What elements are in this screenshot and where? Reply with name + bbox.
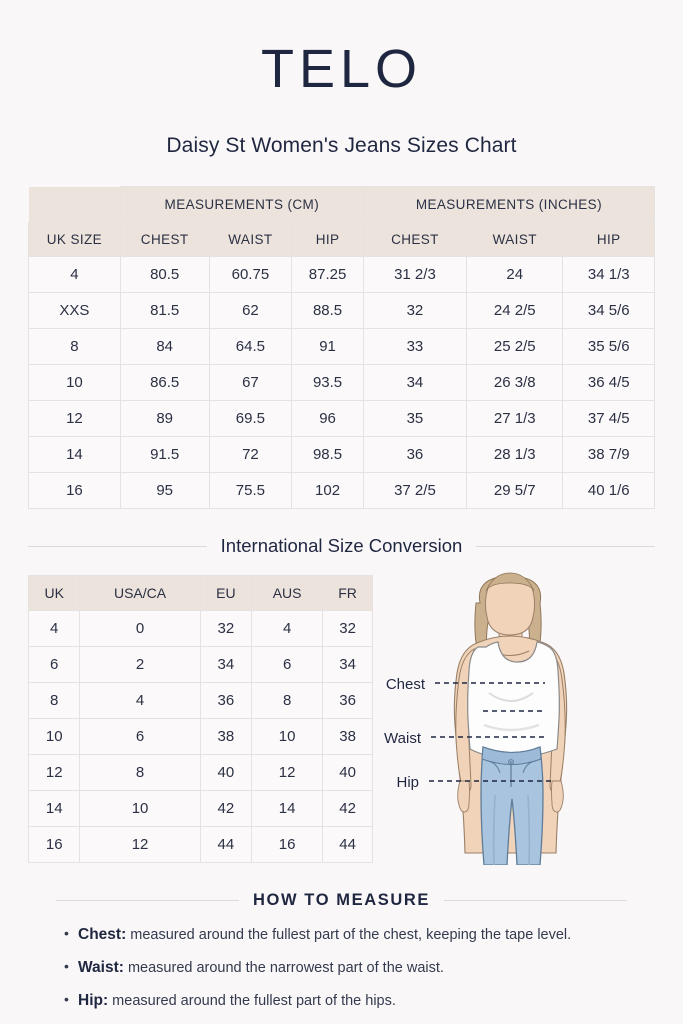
cell-uk-size: 14 (29, 437, 121, 473)
group-header-cm: MEASUREMENTS (CM) (120, 187, 363, 223)
conv-cell-eu: 34 (200, 647, 251, 683)
cell-hip-in: 37 4/5 (563, 401, 655, 437)
conv-cell-fr: 44 (323, 827, 373, 863)
cell-chest-cm: 81.5 (120, 293, 209, 329)
col-header-waist-cm: WAIST (209, 223, 292, 257)
cell-hip-cm: 88.5 (292, 293, 364, 329)
conv-cell-eu: 38 (200, 719, 251, 755)
col-header-waist-in: WAIST (467, 223, 563, 257)
cell-hip-cm: 102 (292, 473, 364, 509)
conv-cell-uk: 10 (29, 719, 80, 755)
cell-hip-in: 38 7/9 (563, 437, 655, 473)
cell-waist-in: 29 5/7 (467, 473, 563, 509)
conv-col-header-uk: UK (29, 576, 80, 611)
conv-cell-aus: 14 (252, 791, 323, 827)
table-row (29, 791, 373, 827)
conv-cell-fr: 34 (323, 647, 373, 683)
measurements-table-container (28, 186, 655, 509)
cell-waist-cm: 67 (209, 365, 292, 401)
how-to-measure-heading-text: HOW TO MEASURE (253, 891, 431, 909)
waist-label: Waist (384, 730, 421, 747)
cell-chest-cm: 86.5 (120, 365, 209, 401)
conv-cell-usa-ca: 2 (80, 647, 200, 683)
cell-hip-cm: 87.25 (292, 257, 364, 293)
col-header-chest-in: CHEST (363, 223, 466, 257)
conv-cell-uk: 8 (29, 683, 80, 719)
conv-cell-uk: 6 (29, 647, 80, 683)
table-row (29, 647, 373, 683)
conv-cell-eu: 40 (200, 755, 251, 791)
how-to-measure-heading (56, 891, 627, 910)
how-to-measure-section (28, 891, 655, 1010)
cell-uk-size: 8 (29, 329, 121, 365)
list-item (64, 992, 655, 1010)
conv-cell-fr: 38 (323, 719, 373, 755)
conv-cell-eu: 32 (200, 611, 251, 647)
measurements-table (28, 186, 655, 509)
conv-cell-uk: 16 (29, 827, 80, 863)
cell-uk-size: 10 (29, 365, 121, 401)
divider-left (28, 546, 207, 547)
head-shape (485, 580, 534, 635)
conv-cell-usa-ca: 0 (80, 611, 200, 647)
cell-hip-cm: 96 (292, 401, 364, 437)
table-row (29, 293, 655, 329)
conv-col-header-fr: FR (323, 576, 373, 611)
conversion-and-figure-row (28, 575, 655, 865)
table-row (29, 473, 655, 509)
cell-chest-cm: 80.5 (120, 257, 209, 293)
cell-hip-in: 35 5/6 (563, 329, 655, 365)
cell-chest-cm: 84 (120, 329, 209, 365)
bullet-lead-chest: Chest: (78, 926, 127, 943)
cell-chest-in: 36 (363, 437, 466, 473)
conv-cell-uk: 4 (29, 611, 80, 647)
cell-chest-in: 37 2/5 (363, 473, 466, 509)
conversion-table (28, 575, 373, 863)
cell-waist-cm: 62 (209, 293, 292, 329)
conv-cell-usa-ca: 4 (80, 683, 200, 719)
conversion-section-heading (28, 535, 655, 557)
group-header-row (29, 187, 655, 223)
conv-cell-fr: 40 (323, 755, 373, 791)
table-row (29, 719, 373, 755)
cell-hip-in: 34 5/6 (563, 293, 655, 329)
cell-chest-in: 35 (363, 401, 466, 437)
cell-chest-cm: 91.5 (120, 437, 209, 473)
cell-waist-cm: 69.5 (209, 401, 292, 437)
cell-hip-in: 40 1/6 (563, 473, 655, 509)
conv-col-header-aus: AUS (252, 576, 323, 611)
cell-chest-in: 34 (363, 365, 466, 401)
cell-uk-size: XXS (29, 293, 121, 329)
conv-cell-fr: 32 (323, 611, 373, 647)
conv-cell-aus: 12 (252, 755, 323, 791)
table-row (29, 437, 655, 473)
cell-hip-cm: 93.5 (292, 365, 364, 401)
list-item (64, 959, 655, 977)
cell-uk-size: 4 (29, 257, 121, 293)
cell-hip-in: 34 1/3 (563, 257, 655, 293)
cell-waist-in: 25 2/5 (467, 329, 563, 365)
bullet-lead-waist: Waist: (78, 959, 124, 976)
column-header-row (29, 223, 655, 257)
female-body-figure-illustration (373, 565, 648, 865)
cell-waist-cm: 75.5 (209, 473, 292, 509)
divider-right (444, 900, 627, 901)
cell-waist-in: 24 (467, 257, 563, 293)
bullet-text-waist: measured around the narrowest part of the waist. (127, 960, 444, 976)
chest-label: Chest (385, 676, 425, 693)
cell-waist-in: 27 1/3 (467, 401, 563, 437)
page-subtitle: Daisy St Women's Jeans Sizes Chart (166, 134, 517, 157)
conv-cell-fr: 36 (323, 683, 373, 719)
conv-col-header-usa-ca: USA/CA (80, 576, 200, 611)
conv-cell-aus: 6 (252, 647, 323, 683)
divider-left (56, 900, 239, 901)
table-row (29, 401, 655, 437)
group-header-blank (29, 187, 121, 223)
cell-hip-cm: 91 (292, 329, 364, 365)
left-hand-shape (458, 781, 470, 812)
col-header-uk-size: UK SIZE (29, 223, 121, 257)
conversion-heading-text: International Size Conversion (220, 535, 463, 556)
hip-label: Hip (396, 774, 419, 791)
cell-chest-cm: 95 (120, 473, 209, 509)
col-header-hip-in: HIP (563, 223, 655, 257)
conv-cell-fr: 42 (323, 791, 373, 827)
table-row (29, 611, 373, 647)
measurement-figure-container (373, 575, 655, 865)
table-row (29, 329, 655, 365)
cell-waist-cm: 64.5 (209, 329, 292, 365)
cell-chest-in: 31 2/3 (363, 257, 466, 293)
cell-uk-size: 16 (29, 473, 121, 509)
conv-cell-uk: 12 (29, 755, 80, 791)
measurements-table-body (29, 257, 655, 509)
col-header-chest-cm: CHEST (120, 223, 209, 257)
table-row (29, 827, 373, 863)
conversion-table-body (29, 611, 373, 863)
bullet-text-chest: measured around the fullest part of the chest, keeping the tape level. (130, 927, 572, 943)
table-row (29, 683, 373, 719)
cell-hip-cm: 98.5 (292, 437, 364, 473)
col-header-hip-cm: HIP (292, 223, 364, 257)
conv-cell-usa-ca: 6 (80, 719, 200, 755)
bullet-text-hip: measured around the fullest part of the hips. (112, 993, 396, 1009)
cell-chest-in: 33 (363, 329, 466, 365)
cell-chest-cm: 89 (120, 401, 209, 437)
conversion-header-row (29, 576, 373, 611)
group-header-inches: MEASUREMENTS (INCHES) (363, 187, 654, 223)
cell-waist-cm: 72 (209, 437, 292, 473)
brand-title: TELO (260, 39, 423, 99)
conv-cell-uk: 14 (29, 791, 80, 827)
table-row (29, 365, 655, 401)
cell-waist-in: 26 3/8 (467, 365, 563, 401)
conv-cell-usa-ca: 8 (80, 755, 200, 791)
cell-waist-cm: 60.75 (209, 257, 292, 293)
conversion-table-container (28, 575, 373, 863)
conv-cell-aus: 8 (252, 683, 323, 719)
conv-cell-eu: 36 (200, 683, 251, 719)
cell-waist-in: 28 1/3 (467, 437, 563, 473)
cell-chest-in: 32 (363, 293, 466, 329)
how-to-measure-list (28, 926, 655, 1010)
right-hand-shape (552, 781, 564, 812)
cell-uk-size: 12 (29, 401, 121, 437)
measurements-table-head (29, 187, 655, 257)
cell-hip-in: 36 4/5 (563, 365, 655, 401)
bullet-lead-hip: Hip: (78, 992, 109, 1009)
conv-cell-usa-ca: 10 (80, 791, 200, 827)
divider-right (476, 546, 655, 547)
conv-cell-aus: 10 (252, 719, 323, 755)
conv-cell-eu: 42 (200, 791, 251, 827)
table-row (29, 755, 373, 791)
conv-cell-aus: 16 (252, 827, 323, 863)
conv-col-header-eu: EU (200, 576, 251, 611)
conversion-table-head (29, 576, 373, 611)
table-row (29, 257, 655, 293)
conv-cell-usa-ca: 12 (80, 827, 200, 863)
list-item (64, 926, 655, 944)
conv-cell-aus: 4 (252, 611, 323, 647)
conv-cell-eu: 44 (200, 827, 251, 863)
cell-waist-in: 24 2/5 (467, 293, 563, 329)
